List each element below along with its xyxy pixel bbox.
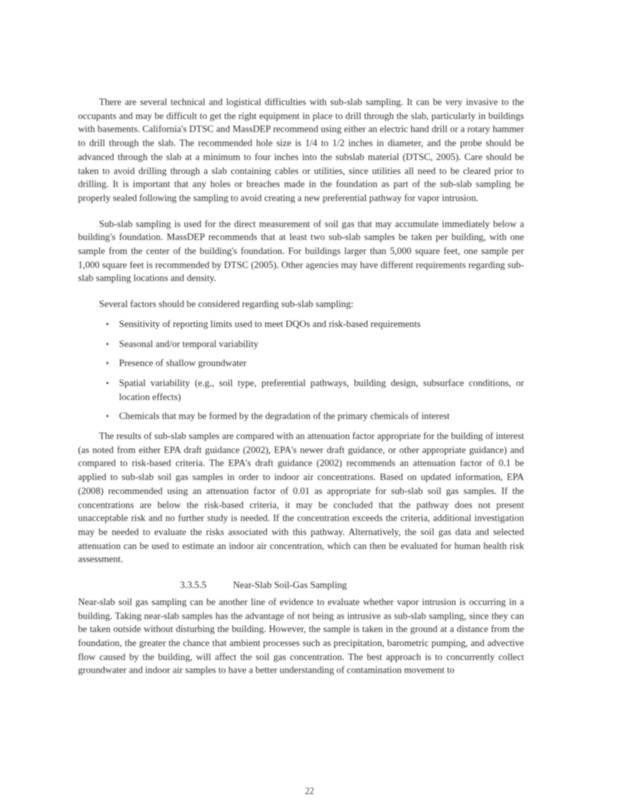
page-number: 22 — [305, 786, 314, 796]
paragraph-subslab-difficulties: There are several technical and logistical difficulties with sub-slab sampling. It can be very invasive to the occupants and may be difficult to get the right equipment in place to drill through the slab, particularly in buildings with basements. California's DTSC and MassDEP recommend using either an electric hand drill or a rotary hammer to drill through the slab. The recommended hole size is 1/4 to 1/2 inches in diameter, and the probe should be advanced through the slab at a minimum to four inches into the subslab material (DTSC, 2005). Care should be taken to avoid drilling through a slab containing cables or utilities, since utilities all need to be cleared prior to drilling. It is important that any holes or breaches made in the foundation as part of the sub-slab sampling be properly sealed following the sampling to avoid creating a new preferential pathway for vapor intrusion. — [78, 97, 524, 204]
document-page — [78, 96, 524, 690]
section-heading — [78, 579, 524, 593]
bullet-item: • Chemicals that may be formed by the degradation of the primary chemicals of interest — [106, 411, 450, 423]
bullet-icon: • — [106, 319, 109, 329]
bullet-item: • Seasonal and/or temporal variability — [106, 338, 259, 350]
paragraph-factors-intro: Several factors should be considered regarding sub-slab sampling: — [99, 299, 354, 311]
bullet-item: • Presence of shallow groundwater — [106, 358, 247, 370]
paragraph-subslab-sampling-locations: Sub-slab sampling is used for the direct measurement of soil gas that may accumulate immediately below a building's foundation. MassDEP recommends that at least two sub-slab samples be taken per building, with one sample from the center of the building's foundation. For buildings larger than 5,000 square feet, one sample per 1,000 square feet is recommended by DTSC (2005). Other agencies may have different requirements regarding sub-slab sampling locations and density. — [78, 218, 524, 285]
factors-bullet-list — [78, 318, 524, 424]
paragraph-near-slab-sampling: Near-slab soil gas sampling can be another line of evidence to evaluate whether vapor intrusion is occurring in a building. Taking near-slab samples has the advantage of not being as intrusive as sub-slab sampling, since they can be taken outside without disturbing the building. However, the sample is taken in the ground at a distance from the foundation, the greater the chance that ambient processes such as precipitation, barometric pumping, and advective flow caused by the building, will affect the soil gas concentration. The best approach is to concurrently collect groundwater and indoor air samples to have a better understanding of contamination movement to — [78, 596, 524, 677]
paragraph-attenuation-factor: The results of sub-slab samples are compared with an attenuation factor appropriate for the building of interest (as noted from either EPA draft guidance (2002), EPA's newer draft guidance, or other appropriate guidance) and compared to risk-based criteria. The EPA's draft guidance (2002) recommends an attenuation factor of 0.1 be applied to sub-slab soil gas samples in order to indoor air concentrations. Based on updated information, EPA (2008) recommended using an attenuation factor of 0.01 as appropriate for sub-slab soil gas samples. If the concentrations are below the risk-based criteria, it may be concluded that the pathway does not present unacceptable risk and no further study is needed. If the concentration exceeds the criteria, additional investigation may be needed to evaluate the risks associated with this pathway. Alternatively, the soil gas data and selected attenuation can be used to estimate an indoor air concentration, which can then be evaluated for human health risk assessment. — [78, 431, 524, 566]
bullet-icon: • — [106, 378, 109, 388]
bullet-icon: • — [106, 412, 109, 422]
bullet-icon: • — [106, 339, 109, 349]
bullet-item: • Sensitivity of reporting limits used to meet DQOs and risk-based requirements — [106, 318, 421, 330]
bullet-item: • Spatial variability (e.g., soil type, preferential pathways, building design, subsurface conditions, or location effects) — [106, 377, 524, 403]
bullet-icon: • — [106, 359, 109, 369]
section-number: 3.3.5.5 — [180, 580, 207, 592]
section-title: Near-Slab Soil-Gas Sampling — [233, 580, 347, 592]
